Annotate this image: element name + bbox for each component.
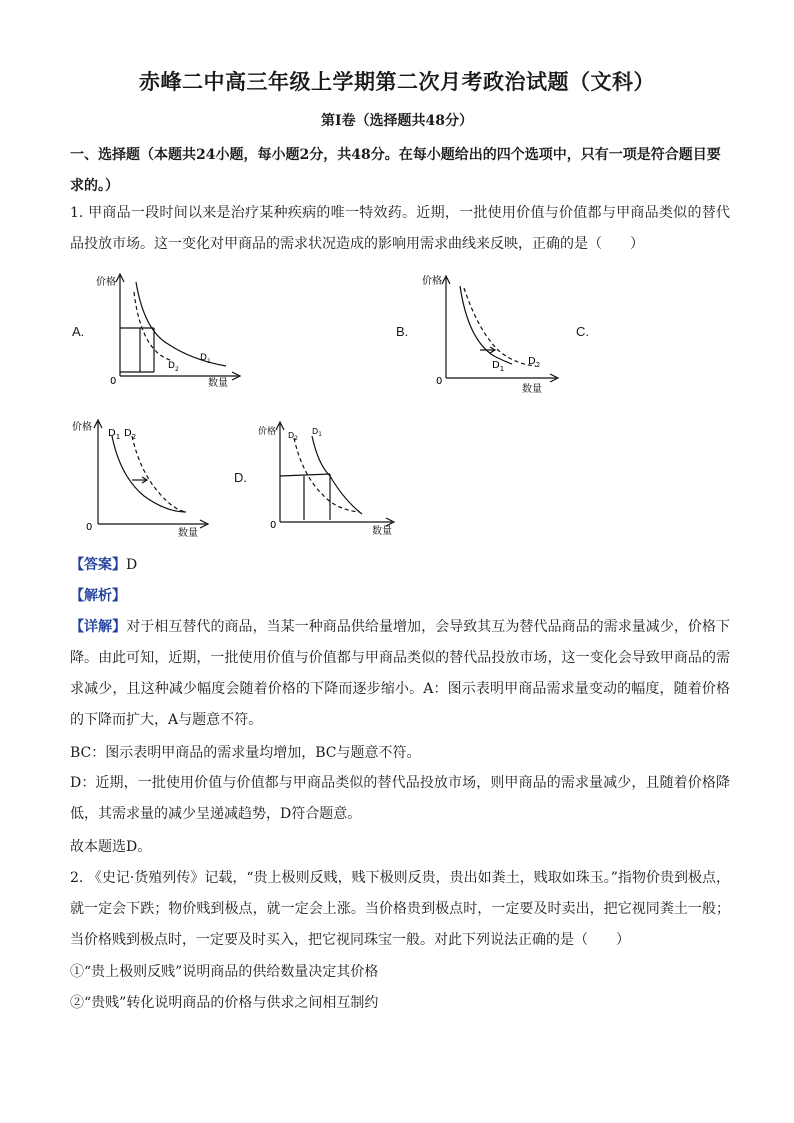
section-subtitle: 第Ⅰ卷（选择题共48分） — [320, 113, 474, 129]
page-title: 赤峰二中高三年级上学期第二次月考政治试题（文科） — [139, 69, 655, 94]
detail-tag: 【详解】 — [70, 619, 127, 635]
demand-curve-d2 — [132, 436, 186, 512]
option-c-graph — [70, 414, 220, 540]
ylabel: 价格 — [422, 276, 442, 287]
statement-2: ②“贵贱”转化说明商品的价格与供求之间相互制约 — [70, 995, 379, 1011]
d-explanation: D：近期，一批使用价值与价值都与甲商品类似的替代品投放市场，则甲商品的需求量减少，且随着价格降低，其需求量的减少呈递减趋势，D符合题意。 — [70, 775, 730, 822]
answer-tag: 【答案】 — [70, 557, 126, 573]
option-b-graph — [414, 270, 564, 398]
demand-curve-d1 — [136, 282, 226, 366]
d2-label: $D_2$ — [288, 431, 298, 442]
ylabel: 价格 — [258, 427, 277, 437]
option-d-label: D. — [234, 470, 247, 485]
detail-text: 对于相互替代的商品，当某一种商品供给量增加，会导致其互为替代品商品的需求量减少，价格下降。由此可知，近期，一批使用价值与价值都与甲商品类似的替代品投放市场，这一变化会导致甲商品的需求减少，且这种减少幅度会随着价格的下降而逐步缩小。A：图示表明甲商品需求量变动的幅度，随着价格的下降而扩大，A与题意不符。 — [70, 619, 731, 728]
origin-label: 0 — [270, 520, 277, 531]
demand-curve-d2 — [464, 288, 536, 366]
d1-label: $D_1$ — [312, 427, 322, 438]
origin-label: 0 — [436, 376, 443, 387]
answer-line — [70, 555, 137, 575]
d1-label: $D_1$ — [492, 360, 505, 373]
xlabel: 数量 — [372, 526, 392, 537]
d1-label: $D_1$ — [108, 428, 121, 441]
option-a-graph — [88, 268, 248, 392]
ylabel: 价格 — [72, 422, 92, 433]
ylabel: 价格 — [96, 277, 116, 288]
conclusion: 故本题选D。 — [70, 839, 152, 855]
option-a-label: A. — [72, 324, 85, 339]
option-c-label: C. — [576, 324, 589, 339]
option-b-label: B. — [396, 324, 409, 339]
d2-label: $D_2$ — [528, 356, 541, 369]
origin-label: 0 — [86, 522, 93, 533]
question-1-stem: 1. 甲商品一段时间以来是治疗某种疾病的唯一特效药。近期，一批使用价值与价值都与甲商品类似的替代品投放市场。这一变化对甲商品的需求状况造成的影响用需求曲线来反映，正确的是（ ） — [70, 205, 730, 252]
analysis-tag: 【解析】 — [70, 588, 126, 604]
d1-label: $D_1$ — [200, 353, 211, 365]
xlabel: 数量 — [522, 384, 542, 395]
d2-label: $D_2$ — [124, 428, 137, 441]
origin-label: 0 — [110, 376, 117, 387]
xlabel: 数量 — [178, 528, 198, 539]
xlabel: 数量 — [208, 378, 228, 389]
option-d-graph — [256, 416, 406, 540]
demand-curve-d1 — [112, 436, 186, 512]
bc-explanation: BC：图示表明甲商品的需求量均增加，BC与题意不符。 — [70, 745, 421, 761]
section-instructions: 一、选择题（本题共24小题，每小题2分，共48分。在每小题给出的四个选项中，只有一项是符合题目要求的。） — [70, 147, 721, 194]
detail-paragraph — [70, 612, 730, 736]
analysis-line — [70, 586, 126, 606]
d2-label: $D_2$ — [168, 361, 179, 373]
question-2-stem: 2. 《史记·货殖列传》记载，“贵上极则反贱，贱下极则反贵，贵出如粪土，贱取如珠玉。”指物价贵到极点，就一定会下跌；物价贱到极点，就一定会上涨。当价格贵到极点时，一定要及时卖出，把它视同粪土一般；当价格贱到极点时，一定要及时买入，把它视同珠宝一般。对此下列说法正确的是（ ） — [70, 870, 730, 948]
statement-1: ①“贵上极则反贱”说明商品的供给数量决定其价格 — [70, 964, 379, 980]
answer-value: D — [126, 557, 138, 573]
demand-curve-d2 — [134, 292, 170, 360]
